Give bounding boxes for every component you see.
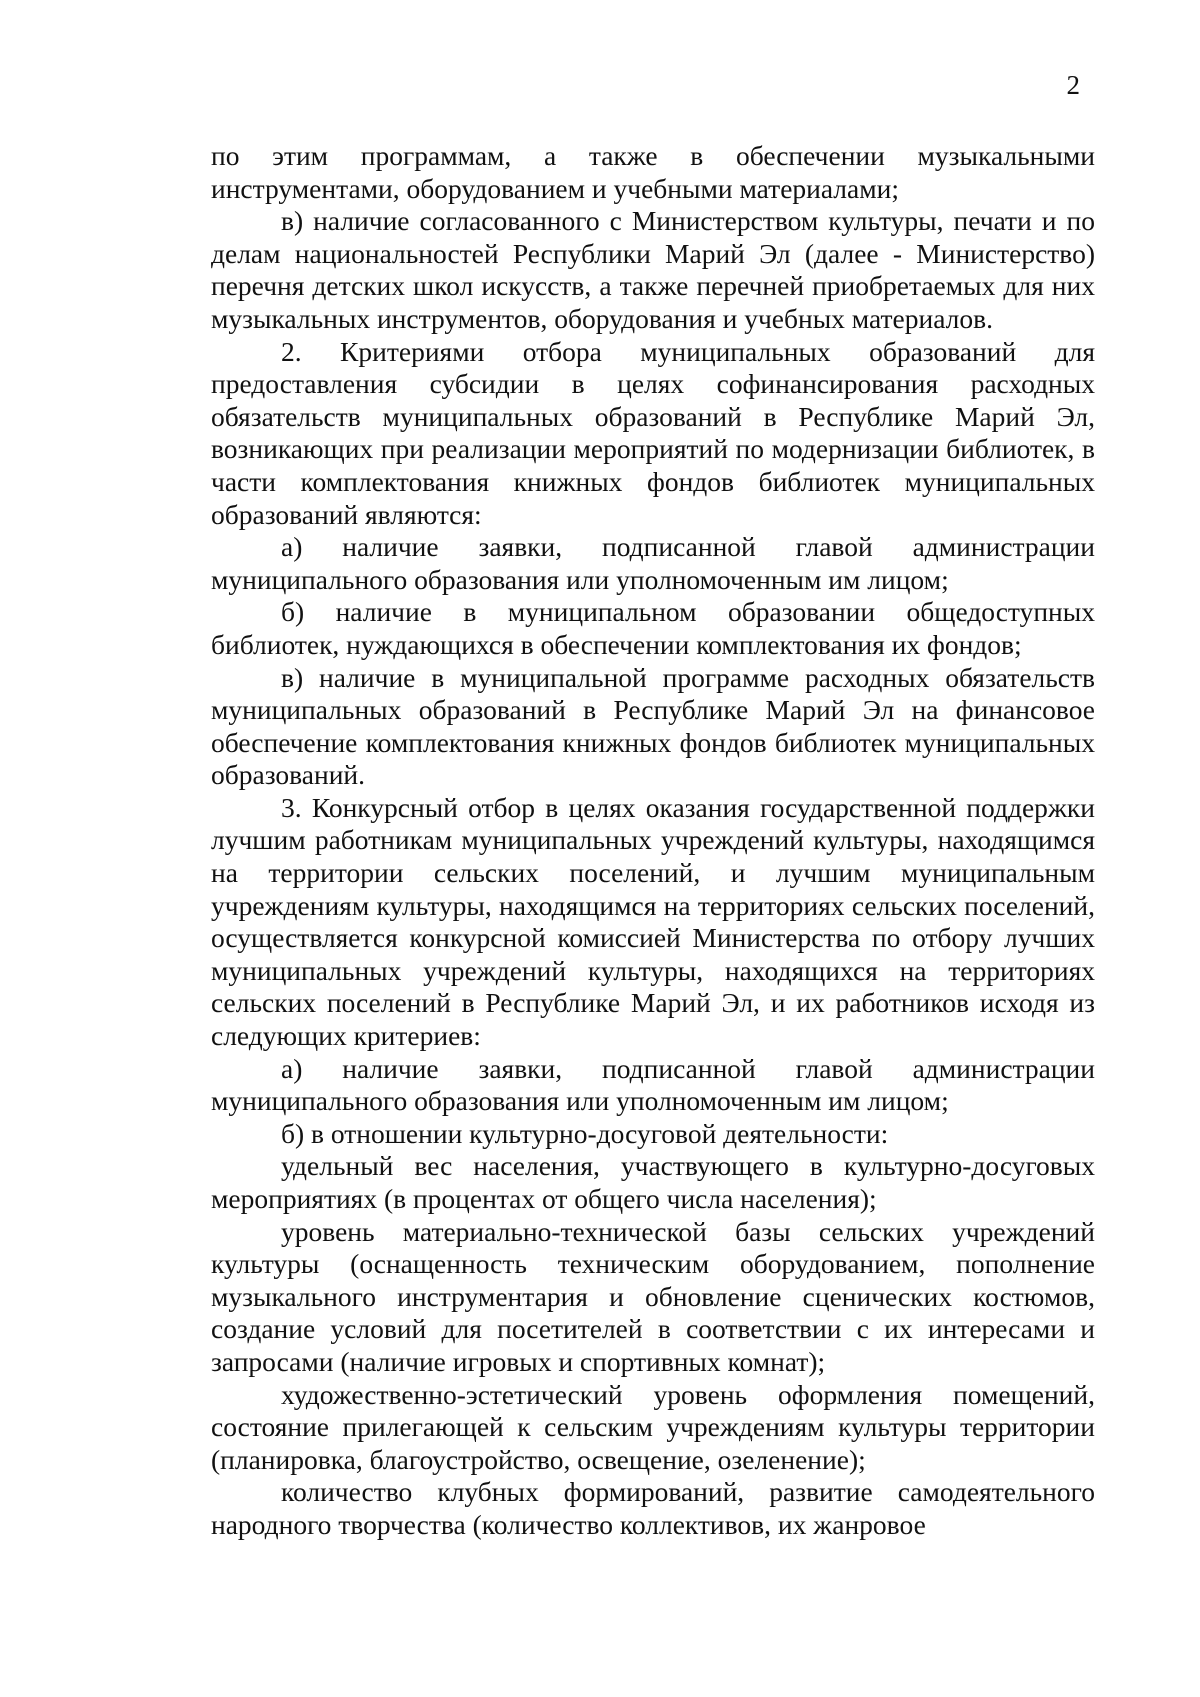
paragraph: художественно-эстетический уровень оформления помещений, состояние прилегающей к сельским учреждениям культуры территории (планировка, благоустройство, освещение, озеленение);	[211, 1378, 1095, 1475]
paragraph: в) наличие в муниципальной программе расходных обязательств муниципальных образований в Республике Марий Эл на финансовое обеспечение комплектования книжных фондов библиотек муниципальных образований.	[211, 661, 1095, 791]
paragraph: а) наличие заявки, подписанной главой администрации муниципального образования или уполномоченным им лицом;	[211, 531, 1095, 595]
page-number: 2	[1066, 70, 1080, 100]
paragraph: удельный вес населения, участвующего в культурно-досуговых мероприятиях (в процентах от общего числа населения);	[211, 1150, 1095, 1214]
paragraph: а) наличие заявки, подписанной главой администрации муниципального образования или уполномоченным им лицом;	[211, 1052, 1095, 1117]
paragraph: по этим программам, а также в обеспечении музыкальными инструментами, оборудованием и учебными материалами;	[211, 140, 1095, 204]
paragraph: б) в отношении культурно-досуговой деятельности:	[281, 1117, 889, 1149]
paragraph: количество клубных формирований, развитие самодеятельного народного творчества (количество коллективов, их жанровое	[211, 1476, 1095, 1540]
document-body	[211, 140, 1095, 1542]
paragraph: б) наличие в муниципальном образовании общедоступных библиотек, нуждающихся в обеспечении комплектования их фондов;	[211, 596, 1095, 660]
paragraph: 2. Критериями отбора муниципальных образований для предоставления субсидии в целях софинансирования расходных обязательств муниципальных образований в Республике Марий Эл, возникающих при реализации мероприятий по модернизации библиотек, в части комплектования книжных фондов библиотек муниципальных образований являются:	[211, 335, 1095, 530]
paragraph: уровень материально-технической базы сельских учреждений культуры (оснащенность техническим оборудованием, пополнение музыкального инструментария и обновление сценических костюмов, создание условий для посетителей в соответствии с их интересами и запросами (наличие игровых и спортивных комнат);	[211, 1215, 1095, 1377]
paragraph: в) наличие согласованного с Министерством культуры, печати и по делам национальностей Республики Марий Эл (далее - Министерство) перечня детских школ искусств, а также перечней приобретаемых для них музыкальных инструментов, оборудования и учебных материалов.	[211, 205, 1095, 334]
paragraph: 3. Конкурсный отбор в целях оказания государственной поддержки лучшим работникам муниципальных учреждений культуры, находящимся на территории сельских поселений, и лучшим муниципальным учреждениям культуры, находящимся на территориях сельских поселений, осуществляется конкурсной комиссией Министерства по отбору лучших муниципальных учреждений культуры, находящихся на территориях сельских поселений в Республике Марий Эл, и их работников исходя из следующих критериев:	[211, 791, 1095, 1052]
